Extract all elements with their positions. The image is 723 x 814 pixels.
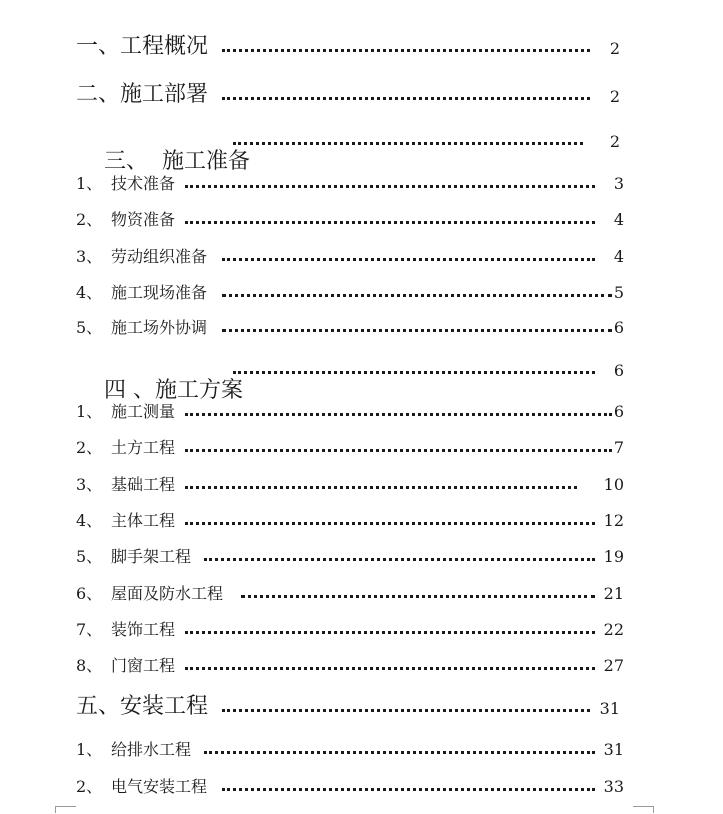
toc-entry-title: 一、工程概况 — [76, 34, 209, 59]
toc-entry-title: 三、 施工准备 — [103, 149, 250, 174]
toc-entry[interactable] — [76, 696, 208, 718]
toc-entry-number: 5、 — [76, 547, 103, 566]
toc-page-number: 21 — [603, 584, 624, 603]
toc-entry-title: 五、安装工程 — [76, 694, 209, 719]
toc-entry[interactable] — [76, 285, 207, 301]
toc-entry-number: 3、 — [76, 247, 103, 266]
toc-entry[interactable] — [76, 779, 207, 795]
toc-entry-number: 2、 — [76, 777, 103, 796]
toc-leader — [222, 788, 595, 791]
toc-entry[interactable] — [76, 513, 175, 529]
toc-entry[interactable] — [76, 549, 191, 565]
toc-entry-number: 1、 — [76, 402, 103, 421]
toc-leader — [185, 449, 612, 452]
toc-entry-number: 5、 — [76, 318, 103, 337]
toc-page-number: 4 — [613, 247, 624, 266]
toc-entry-title: 主体工程 — [111, 511, 176, 530]
page-corner-mark-right — [633, 806, 654, 813]
toc-entry-title: 给排水工程 — [111, 740, 192, 759]
toc-page-number: 2 — [609, 132, 620, 151]
toc-entry-number: 2、 — [76, 438, 103, 457]
toc-page-number: 4 — [613, 210, 624, 229]
toc-leader — [185, 185, 595, 188]
toc-entry[interactable] — [76, 176, 175, 192]
toc-page-number: 12 — [603, 511, 624, 530]
toc-leader — [222, 294, 612, 297]
toc-entry-number: 4、 — [76, 283, 103, 302]
toc-entry-number: 2、 — [76, 210, 103, 229]
toc-page-number: 7 — [613, 438, 624, 457]
toc-entry[interactable] — [76, 84, 208, 106]
toc-page-number: 6 — [613, 402, 624, 421]
toc-entry-number: 1、 — [76, 740, 103, 759]
toc-leader — [185, 667, 595, 670]
toc-leader — [233, 371, 595, 374]
toc-entry[interactable] — [76, 658, 175, 674]
toc-leader — [185, 413, 612, 416]
toc-leader — [204, 751, 595, 754]
toc-page-number: 2 — [609, 39, 620, 58]
toc-page-number: 31 — [603, 740, 624, 759]
toc-entry[interactable] — [76, 742, 191, 758]
toc-entry[interactable] — [76, 212, 175, 228]
toc-entry-title: 脚手架工程 — [111, 547, 192, 566]
toc-entry-title: 土方工程 — [111, 438, 176, 457]
toc-entry[interactable] — [76, 440, 175, 456]
toc-entry-title: 劳动组织准备 — [111, 247, 208, 266]
toc-leader — [222, 709, 590, 712]
toc-page-number: 19 — [603, 547, 624, 566]
toc-entry-number: 3、 — [76, 475, 103, 494]
toc-entry[interactable] — [76, 320, 207, 336]
toc-entry-title: 门窗工程 — [111, 656, 176, 675]
toc-entry-title: 施工测量 — [111, 402, 176, 421]
toc-page-number: 6 — [613, 361, 624, 380]
toc-page-number: 31 — [599, 699, 620, 718]
toc-entry-title: 屋面及防水工程 — [111, 584, 224, 603]
toc-leader — [222, 258, 595, 261]
toc-leader — [233, 142, 583, 145]
toc-entry[interactable] — [76, 586, 223, 602]
toc-leader — [204, 558, 595, 561]
toc-leader — [185, 221, 595, 224]
toc-entry-title: 装饰工程 — [111, 620, 176, 639]
page-corner-mark-left — [55, 806, 76, 813]
toc-page-number: 33 — [603, 777, 624, 796]
toc-entry[interactable] — [76, 404, 175, 420]
toc-page-number: 10 — [603, 475, 624, 494]
toc-entry-title: 基础工程 — [111, 475, 176, 494]
toc-entry[interactable] — [76, 36, 208, 58]
toc-page-number: 22 — [603, 620, 624, 639]
toc-entry-title: 施工现场准备 — [111, 283, 208, 302]
toc-entry-number: 8、 — [76, 656, 103, 675]
toc-entry-number: 7、 — [76, 620, 103, 639]
toc-page-number: 6 — [613, 318, 624, 337]
toc-entry[interactable] — [76, 249, 207, 265]
toc-entry-number: 4、 — [76, 511, 103, 530]
toc-leader — [185, 631, 595, 634]
toc-entry[interactable] — [76, 477, 175, 493]
toc-leader — [222, 49, 590, 52]
toc-leader — [241, 595, 595, 598]
toc-entry-title: 四 、施工方案 — [103, 378, 243, 403]
toc-leader — [222, 97, 590, 100]
toc-entry-title: 物资准备 — [111, 210, 176, 229]
toc-entry-title: 技术准备 — [111, 174, 176, 193]
toc-page-number: 27 — [603, 656, 624, 675]
toc-leader — [185, 522, 595, 525]
toc-page-number: 3 — [613, 174, 624, 193]
toc-leader — [222, 329, 612, 332]
toc-entry[interactable] — [76, 622, 175, 638]
toc-page-number: 5 — [613, 283, 624, 302]
toc-entry-title: 二、施工部署 — [76, 82, 209, 107]
toc-entry-title: 电气安装工程 — [111, 777, 208, 796]
toc-entry-title: 施工场外协调 — [111, 318, 208, 337]
toc-leader — [185, 486, 577, 489]
toc-entry-number: 1、 — [76, 174, 103, 193]
toc-entry-number: 6、 — [76, 584, 103, 603]
toc-page-number: 2 — [609, 87, 620, 106]
